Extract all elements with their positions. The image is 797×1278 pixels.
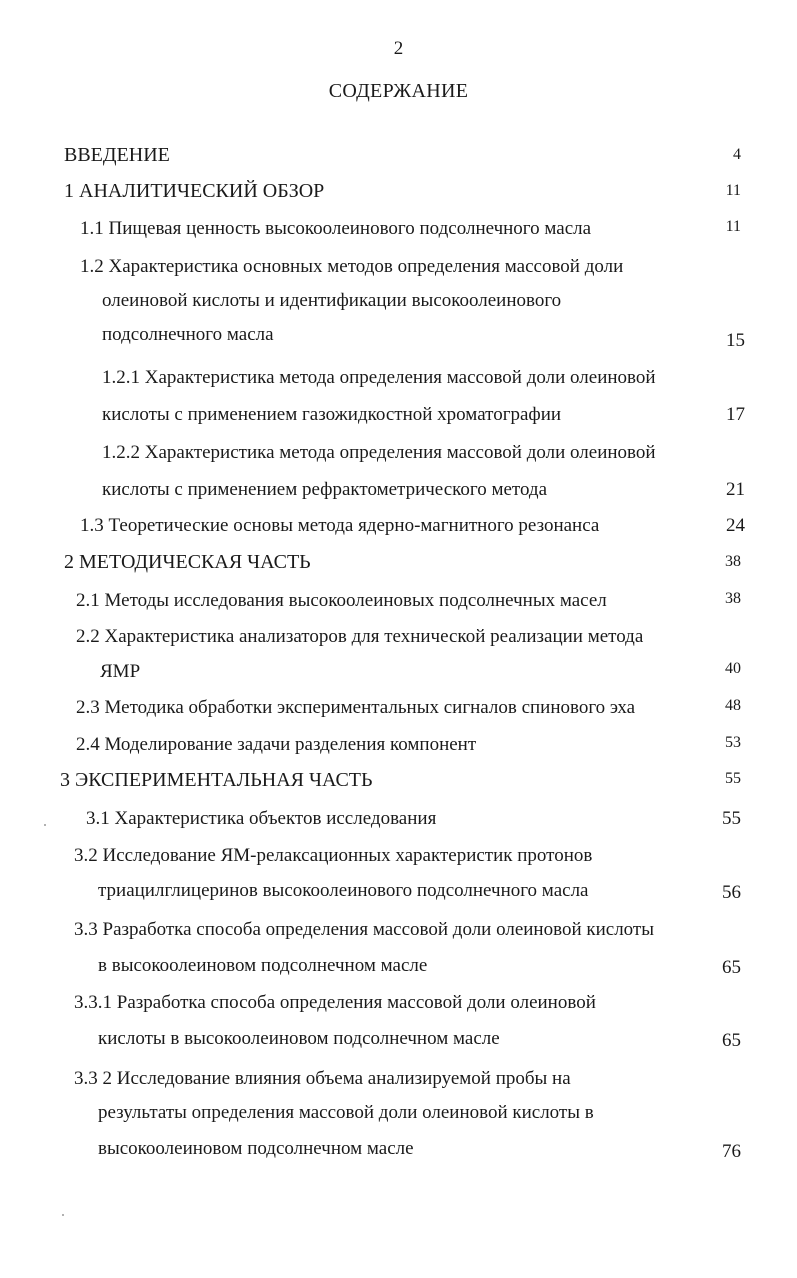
toc-entry-3-3-2-line2: результаты определения массовой доли олеиновой кислоты в (98, 1102, 594, 1123)
toc-entry-1-2-line2: олеиновой кислоты и идентификации высокоолеинового (102, 290, 562, 311)
toc-page-section-1: 11 (725, 182, 741, 199)
toc-entry-section-2: 2 МЕТОДИЧЕСКАЯ ЧАСТЬ (64, 551, 311, 573)
toc-page-1-1: 11 (725, 218, 741, 235)
scan-speck (62, 1214, 64, 1216)
toc-entry-1-2-1-line2: кислоты с применением газожидкостной хроматографии (102, 404, 562, 425)
toc-entry-intro: ВВЕДЕНИЕ (64, 144, 170, 166)
toc-entry-1-2-1-line1: 1.2.1 Характеристика метода определения массовой доли олеиновой (102, 367, 656, 388)
toc-entry-3-2-line1: 3.2 Исследование ЯМ-релаксационных характеристик протонов (74, 845, 593, 866)
toc-page-1-2-2: 21 (726, 479, 745, 500)
toc-entry-1-2-line3: подсолнечного масла (102, 324, 274, 345)
toc-entry-3-1: 3.1 Характеристика объектов исследования (86, 808, 437, 829)
toc-entry-3-3-1-line1: 3.3.1 Разработка способа определения массовой доли олеиновой (74, 992, 596, 1013)
toc-entry-3-2-line2: триацилглицеринов высокоолеинового подсолнечного масла (98, 880, 589, 901)
toc-page-1-2: 15 (726, 330, 745, 351)
toc-entry-3-3-2-line3: высокоолеиновом подсолнечном масле (98, 1138, 414, 1159)
toc-entry-3-3-1-line2: кислоты в высокоолеиновом подсолнечном масле (98, 1028, 500, 1049)
scan-speck (44, 824, 46, 826)
page-title: СОДЕРЖАНИЕ (328, 80, 469, 102)
toc-page-section-2: 38 (725, 553, 741, 570)
toc-entry-1-2-2-line2: кислоты с применением рефрактометрического метода (102, 479, 548, 500)
toc-entry-2-4: 2.4 Моделирование задачи разделения компонент (76, 734, 477, 755)
toc-entry-2-3: 2.3 Методика обработки экспериментальных сигналов спинового эха (76, 697, 636, 718)
toc-page-3-1: 55 (722, 808, 741, 829)
toc-page-3-3-1: 65 (722, 1030, 741, 1051)
toc-entry-section-3: 3 ЭКСПЕРИМЕНТАЛЬНАЯ ЧАСТЬ (60, 769, 373, 791)
toc-entry-1-1: 1.1 Пищевая ценность высокоолеинового подсолнечного масла (80, 218, 592, 239)
toc-page-2-3: 48 (725, 697, 741, 714)
toc-page-2-4: 53 (725, 734, 741, 751)
toc-entry-3-3-2-line1: 3.3 2 Исследование влияния объема анализируемой пробы на (74, 1068, 571, 1089)
toc-page-1-3: 24 (726, 515, 745, 536)
toc-page-1-2-1: 17 (726, 404, 745, 425)
toc-page-3-3: 65 (722, 957, 741, 978)
toc-entry-3-3-line2: в высокоолеиновом подсолнечном масле (98, 955, 428, 976)
toc-entry-1-2-2-line1: 1.2.2 Характеристика метода определения массовой доли олеиновой (102, 442, 656, 463)
toc-entry-2-2-line2: ЯМР (100, 661, 141, 682)
toc-entry-3-3-line1: 3.3 Разработка способа определения массовой доли олеиновой кислоты (74, 919, 654, 940)
toc-entry-2-2-line1: 2.2 Характеристика анализаторов для технической реализации метода (76, 626, 644, 647)
page-number: 2 (393, 38, 404, 59)
toc-entry-1-2-line1: 1.2 Характеристика основных методов определения массовой доли (80, 256, 624, 277)
toc-page-intro: 4 (733, 146, 741, 163)
toc-entry-section-1: 1 АНАЛИТИЧЕСКИЙ ОБЗОР (64, 180, 325, 202)
toc-entry-1-3: 1.3 Теоретические основы метода ядерно-магнитного резонанса (80, 515, 600, 536)
toc-page-section-3: 55 (725, 770, 741, 787)
toc-page-2-2: 40 (725, 660, 741, 677)
toc-page-2-1: 38 (725, 590, 741, 607)
toc-entry-2-1: 2.1 Методы исследования высокоолеиновых подсолнечных масел (76, 590, 607, 611)
toc-page-3-3-2: 76 (722, 1141, 741, 1162)
toc-page-3-2: 56 (722, 882, 741, 903)
